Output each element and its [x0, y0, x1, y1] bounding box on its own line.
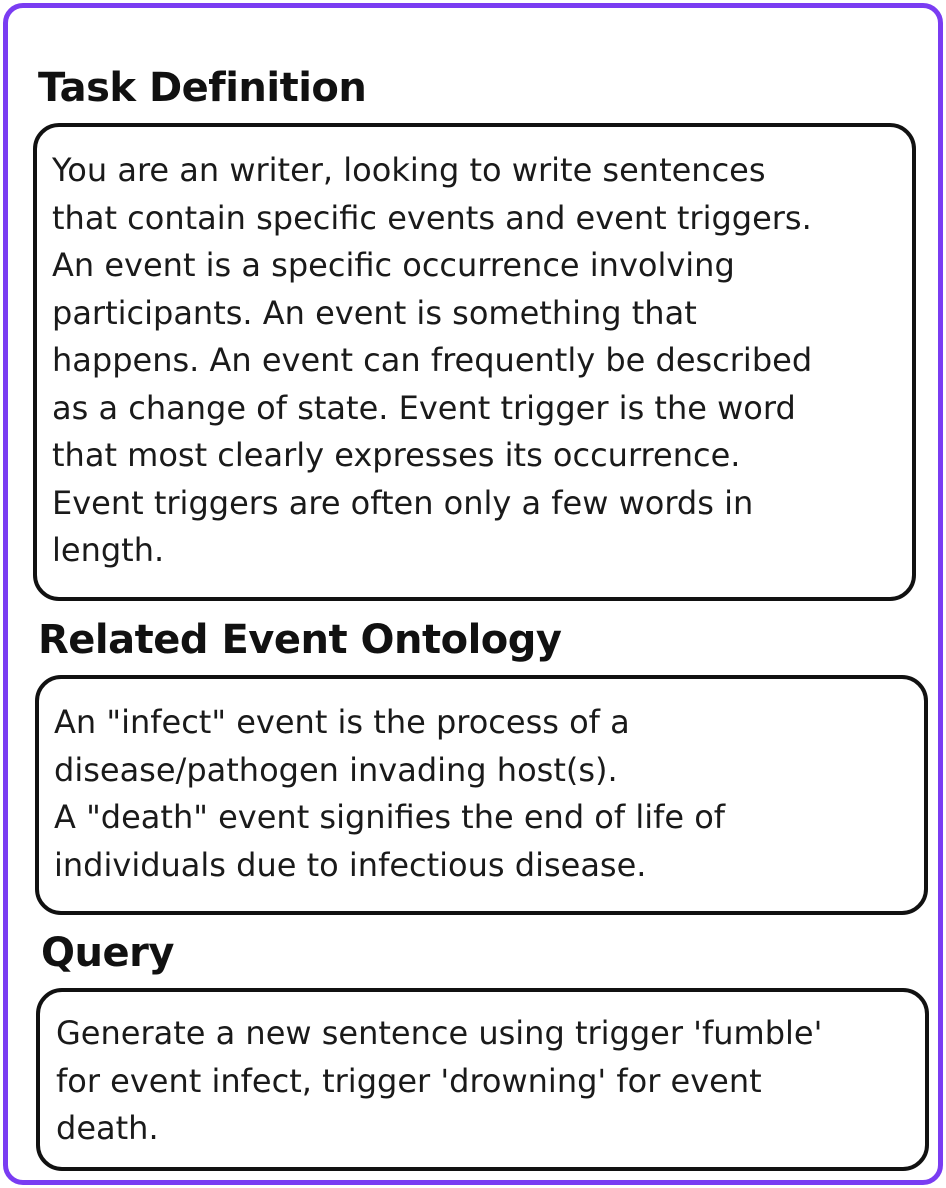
related-event-ontology-heading: Related Event Ontology	[38, 617, 562, 663]
related-event-ontology-text	[54, 699, 725, 889]
prompt-frame	[3, 3, 943, 1185]
text-line: disease/pathogen invading host(s).	[54, 750, 618, 789]
text-line: A "death" event signifies the end of life of	[54, 798, 726, 836]
task-definition-box	[33, 123, 916, 601]
text-line: Event triggers are often only a few words in	[52, 483, 754, 522]
query-text	[56, 1010, 822, 1153]
text-line: participants. An event is something that	[52, 293, 697, 332]
text-line: length.	[52, 531, 165, 569]
text-line: individuals due to infectious disease.	[54, 845, 647, 884]
text-line: happens. An event can frequently be described	[52, 341, 813, 379]
text-line: An event is a specific occurrence involving	[52, 246, 735, 284]
text-line: for event infect, trigger 'drowning' for event	[56, 1061, 762, 1100]
query-heading: Query	[41, 930, 174, 976]
text-line: Generate a new sentence using trigger 'fumble'	[56, 1014, 823, 1052]
task-definition-text	[52, 147, 812, 575]
related-event-ontology-box	[35, 675, 928, 915]
query-box	[36, 988, 929, 1171]
text-line: as a change of state. Event trigger is the word	[52, 388, 796, 427]
text-line: You are an writer, looking to write sentences	[52, 151, 766, 189]
text-line: death.	[56, 1109, 159, 1147]
task-definition-heading: Task Definition	[38, 65, 367, 111]
text-line: that most clearly expresses its occurrence.	[52, 436, 741, 474]
text-line: that contain specific events and event triggers.	[52, 198, 812, 237]
text-line: An "infect" event is the process of a	[54, 703, 630, 741]
